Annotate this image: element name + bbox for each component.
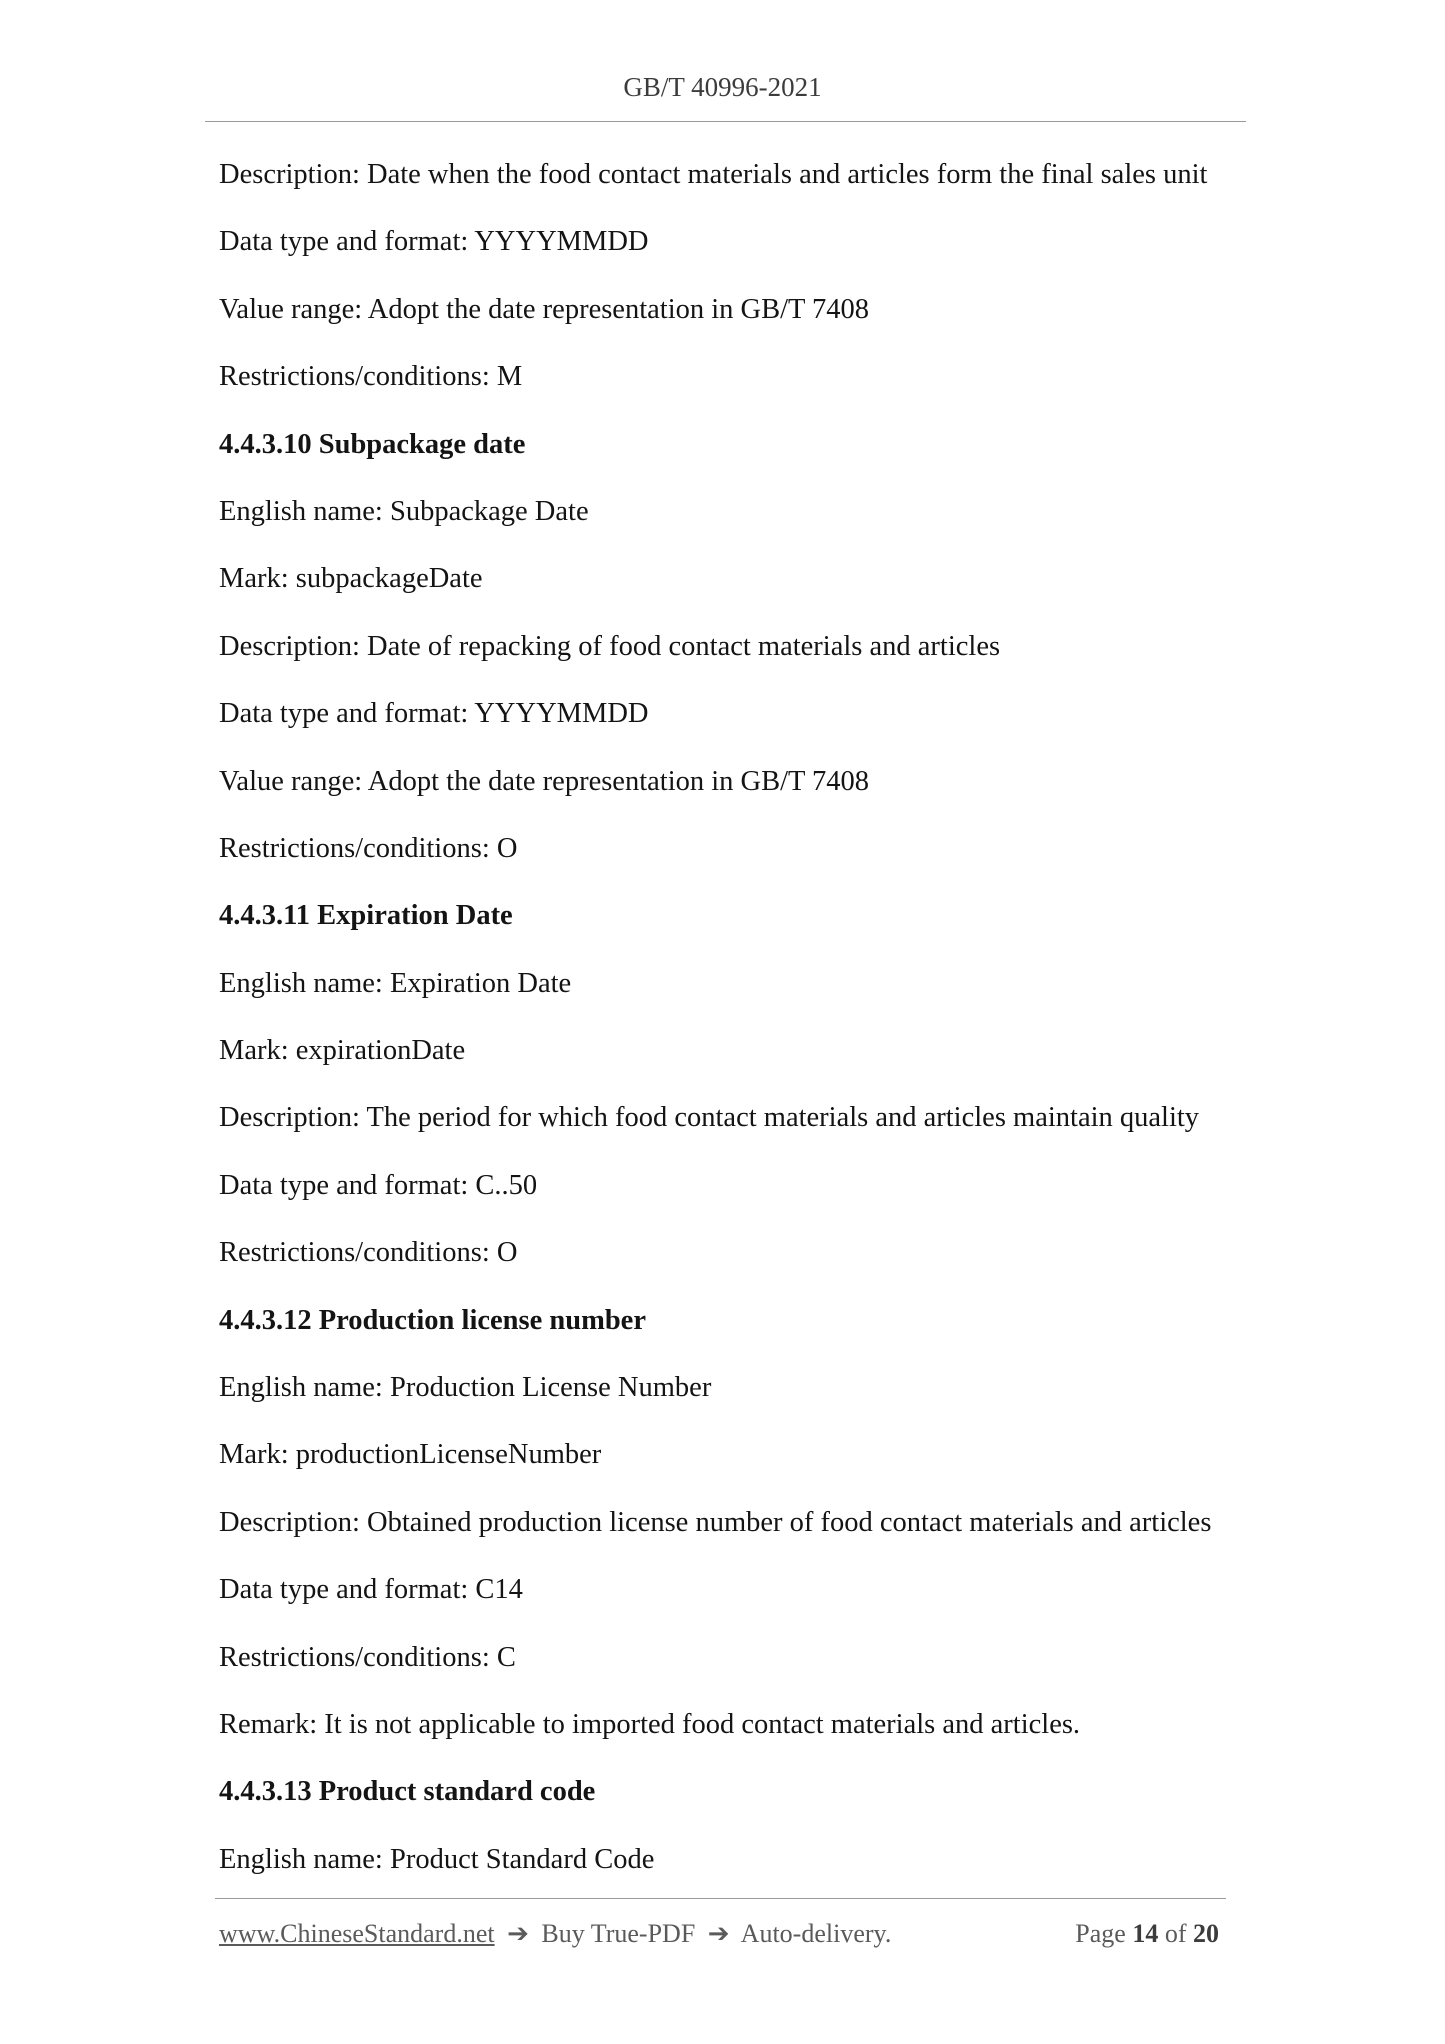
- text-line: Value range: Adopt the date representation in GB/T 7408: [219, 293, 870, 325]
- page-total: 20: [1193, 1919, 1219, 1948]
- arrow-right-icon: ➔: [507, 1919, 529, 1948]
- text-line: Description: The period for which food contact materials and articles maintain quality: [219, 1102, 1200, 1134]
- text-line: English name: Product Standard Code: [219, 1843, 655, 1875]
- page-current: 14: [1132, 1919, 1159, 1948]
- text-line: Remark: It is not applicable to imported food contact materials and articles.: [219, 1708, 1081, 1740]
- text-line: Restrictions/conditions: O: [219, 1237, 518, 1269]
- page-number: [1075, 1914, 1219, 1954]
- of-label: of: [1164, 1919, 1187, 1948]
- text-line: Mark: productionLicenseNumber: [219, 1439, 602, 1471]
- text-line: Restrictions/conditions: O: [219, 832, 518, 864]
- text-line: Value range: Adopt the date representation in GB/T 7408: [219, 765, 870, 797]
- text-line: Data type and format: C..50: [219, 1169, 538, 1201]
- page-footer: [219, 1914, 1224, 1954]
- buy-true-pdf-text: Buy True-PDF: [541, 1919, 696, 1948]
- text-line: Description: Date of repacking of food contact materials and articles: [219, 630, 1001, 662]
- footer-promo: [219, 1914, 891, 1954]
- text-line: Restrictions/conditions: C: [219, 1641, 516, 1673]
- auto-delivery-text: Auto-delivery.: [740, 1919, 892, 1948]
- arrow-right-icon: ➔: [707, 1919, 730, 1948]
- section-heading: 4.4.3.11 Expiration Date: [219, 900, 513, 932]
- section-heading: 4.4.3.12 Production license number: [219, 1304, 646, 1336]
- footer-divider: [215, 1898, 1226, 1899]
- text-line: English name: Production License Number: [219, 1372, 712, 1404]
- text-line: Data type and format: YYYYMMDD: [219, 698, 649, 730]
- section-heading: 4.4.3.13 Product standard code: [219, 1776, 596, 1808]
- text-line: Description: Obtained production license number of food contact materials and articles: [219, 1506, 1212, 1538]
- document-body: [219, 155, 1259, 1907]
- text-line: English name: Expiration Date: [219, 967, 572, 999]
- page-header-doc-code: GB/T 40996-2021: [623, 72, 822, 102]
- text-line: Data type and format: YYYYMMDD: [219, 226, 649, 258]
- text-line: English name: Subpackage Date: [219, 495, 589, 527]
- website-link[interactable]: www.ChineseStandard.net: [219, 1919, 495, 1948]
- text-line: Mark: expirationDate: [219, 1035, 466, 1067]
- page-label: Page: [1075, 1919, 1126, 1948]
- section-heading: 4.4.3.10 Subpackage date: [219, 428, 526, 460]
- text-line: Data type and format: C14: [219, 1574, 523, 1606]
- text-line: Mark: subpackageDate: [219, 563, 483, 595]
- text-line: Restrictions/conditions: M: [219, 361, 523, 393]
- header-divider: [205, 121, 1246, 122]
- text-line: Description: Date when the food contact materials and articles form the final sales unit: [219, 159, 1208, 190]
